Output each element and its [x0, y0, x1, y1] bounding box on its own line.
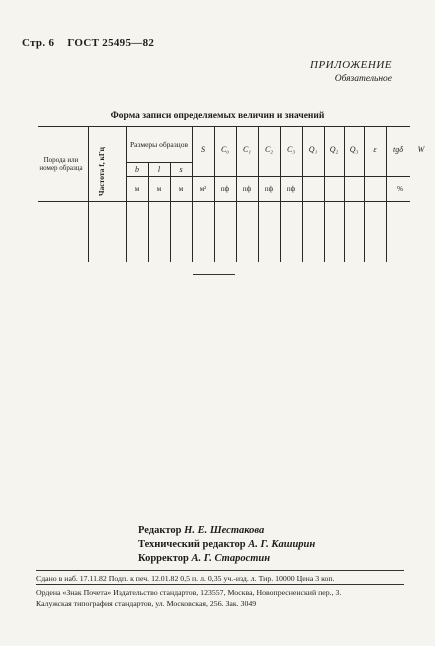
appendix-label	[310, 59, 392, 84]
unit-epsilon	[364, 177, 386, 201]
unit-Q2	[324, 177, 344, 201]
credit-role: Редактор	[138, 525, 182, 536]
header-sample-sizes: Размеры образцов	[129, 139, 188, 149]
credit-editor	[138, 524, 315, 538]
header-frequency	[93, 141, 109, 201]
imprint-line-2: Ордена «Знак Почета» Издательство стандартов, 123557, Москва, Новопресненский пер., 3.	[36, 588, 342, 597]
standard-number: ГОСТ 25495—82	[67, 37, 155, 49]
header-dim-b: b	[135, 164, 139, 174]
credit-role: Технический редактор	[138, 539, 246, 550]
page-header	[22, 37, 164, 49]
table-title: Форма записи определяемых величин и значений	[110, 111, 325, 121]
col-divider	[88, 126, 89, 262]
record-form-table	[38, 126, 425, 262]
header-quantity-Q3: Q₃	[349, 145, 359, 155]
unit-C0: пф	[220, 184, 230, 193]
credit-name: А. Г. Каширин	[248, 539, 316, 550]
credit-role: Корректор	[138, 553, 189, 564]
unit-s: м	[178, 184, 184, 193]
appendix-subtitle: Обязательное	[334, 74, 392, 84]
header-quantity-C3: C₃	[286, 145, 296, 155]
appendix-title: ПРИЛОЖЕНИЕ	[310, 59, 392, 71]
header-quantity-C2: C₂	[264, 145, 274, 155]
editorial-credits	[138, 524, 315, 566]
header-frequency-text: Частота f, кГц	[96, 146, 106, 196]
imprint-line-3: Калужская типография стандартов, ул. Московская, 256. Зак. 3049	[36, 599, 257, 608]
unit-Q3	[344, 177, 364, 201]
header-dim-l: l	[157, 164, 161, 174]
header-quantity-C1: C₁	[242, 145, 252, 155]
unit-S: м²	[199, 184, 207, 193]
imprint	[36, 570, 404, 609]
credit-proofreader	[138, 552, 315, 566]
header-quantity-tgdelta: tgδ	[393, 145, 403, 155]
imprint-line-1: Сдано в наб. 17.11.82 Подп. к печ. 12.01.82 0,5 п. л. 0,35 уч.-изд. л. Тир. 10000 Цена 3 коп.	[36, 574, 335, 583]
header-sample: Порода или номер образца	[39, 155, 83, 172]
header-quantity-W: W	[417, 145, 425, 155]
header-quantity-C0: C₀	[220, 145, 230, 155]
unit-W: %	[397, 184, 403, 193]
credit-name: А. Г. Старостин	[191, 553, 271, 564]
table-top-rule	[38, 126, 410, 127]
unit-C3: пф	[286, 184, 296, 193]
header-bottom-rule	[38, 201, 410, 202]
imprint-mid-rule	[36, 584, 404, 585]
header-quantity-Q1: Q₁	[308, 145, 318, 155]
header-quantity-S: S	[201, 145, 205, 155]
unit-Q1	[302, 177, 324, 201]
end-of-table-rule	[193, 274, 235, 275]
page-number: Стр. 6	[22, 37, 55, 49]
unit-C1: пф	[242, 184, 252, 193]
credit-tech-editor	[138, 538, 315, 552]
credit-name: Н. Е. Шестакова	[184, 525, 265, 536]
header-quantity-epsilon: ε	[373, 145, 377, 155]
imprint-top-rule	[36, 570, 404, 571]
unit-l: м	[156, 184, 162, 193]
header-quantity-Q2: Q₂	[329, 145, 339, 155]
unit-C2: пф	[264, 184, 274, 193]
header-dim-s: s	[179, 164, 183, 174]
unit-b: м	[134, 184, 140, 193]
